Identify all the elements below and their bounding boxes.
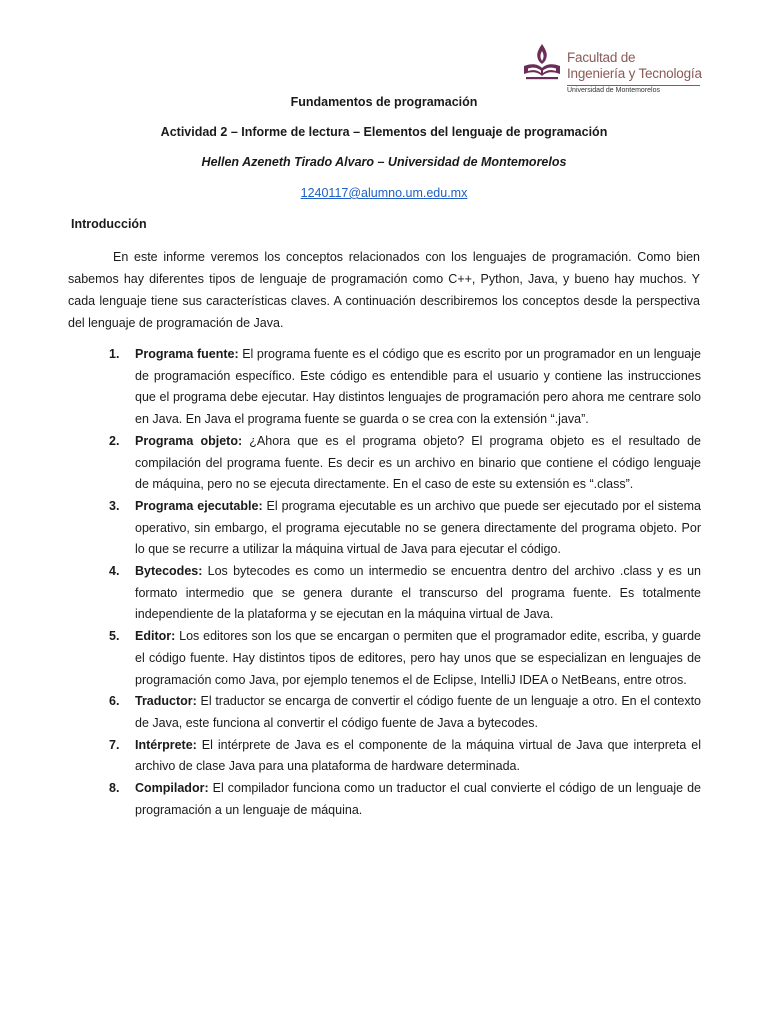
logo-divider	[567, 85, 700, 86]
list-item-text: Los bytecodes es como un intermedio se encuentra dentro del archivo .class y es un formato intermedio que se genera durante el transcurso del programa fuente. Es totalmente independiente de la plataforma y se ejecutan en la máquina virtual de Java.	[135, 564, 701, 622]
faculty-logo	[518, 40, 718, 100]
list-item-term: Traductor:	[135, 694, 197, 709]
list-item-term: Compilador:	[135, 781, 209, 796]
list-item-number: 3.	[109, 498, 120, 513]
list-item-term: Programa fuente:	[135, 347, 239, 361]
list-item-text: El compilador funciona como un traductor el cual convierte el código de un lenguaje de programación a un lenguaje de máquina.	[135, 781, 701, 817]
list-item-number: 7.	[109, 737, 120, 752]
list-item	[109, 496, 701, 561]
list-item	[109, 735, 701, 778]
intro-paragraph: En este informe veremos los conceptos relacionados con los lenguajes de programación. Como bien sabemos hay diferentes tipos de lenguaje de programación como C++, Python, Java, y bueno hay muchos. Y cada lenguaje tiene sus características claves. A continuación describiremos los conceptos desde la perspectiva del lenguaje de programación de Java.	[68, 250, 700, 330]
logo-line-faculty: Facultad de	[567, 50, 636, 65]
university-logo-icon	[520, 42, 564, 82]
activity-title: Actividad 2 – Informe de lectura – Elementos del lenguaje de programación	[160, 125, 608, 139]
list-item-term: Intérprete:	[135, 737, 197, 752]
intro-heading: Introducción	[71, 217, 147, 231]
list-item-text: El intérprete de Java es el componente de la máquina virtual de Java que interpreta el archivo de clase Java para una plataforma de hardware determinada.	[135, 737, 701, 774]
list-item-term: Bytecodes:	[135, 564, 203, 579]
list-item-number: 2.	[109, 433, 120, 448]
logo-line-university: Universidad de Montemorelos	[567, 87, 660, 94]
list-item	[109, 691, 701, 734]
list-item	[109, 431, 701, 496]
author-line: Hellen Azeneth Tirado Alvaro – Universidad de Montemorelos	[201, 155, 567, 169]
list-item-number: 5.	[109, 629, 120, 644]
list-item-number: 4.	[109, 564, 120, 579]
logo-line-department: Ingeniería y Tecnología	[567, 66, 702, 81]
list-item-term: Editor:	[135, 629, 176, 644]
list-item-text: El programa fuente es el código que es escrito por un programador en un lenguaje de programación específico. Este código es entendible para el usuario y contiene las instrucciones que el programa debe ejecutar. Hay distintos lenguajes de programación pero ahora me centrare solo en Java. En Java el programa fuente se guarda o se crea con la extensión “.java”.	[135, 347, 701, 427]
concepts-list	[109, 344, 701, 821]
course-title: Fundamentos de programación	[290, 95, 478, 109]
list-item-number: 8.	[109, 781, 120, 796]
list-item	[109, 626, 701, 691]
list-item-term: Programa ejecutable:	[135, 498, 263, 513]
list-item	[109, 561, 701, 626]
list-item	[109, 344, 701, 431]
list-item-text: ¿Ahora que es el programa objeto? El programa objeto es el resultado de compilación del programa fuente. Es decir es un archivo en binario que contiene el código lenguaje de máquina, pero no se ejecuta directamente. En el caso de este su extensión es “.class”.	[135, 433, 701, 492]
list-item	[109, 778, 701, 821]
list-item-number: 6.	[109, 694, 120, 709]
list-item-text: Los editores son los que se encargan o permiten que el programador edite, escriba, y guarde el código fuente. Hay distintos tipos de editores, pero hay unos que se especializan en lenguajes de programación como Java, por ejemplo tenemos el de Eclipse, IntelliJ IDEA o NetBeans, entre otros.	[135, 629, 701, 687]
email-link[interactable]: 1240117@alumno.um.edu.mx	[300, 186, 468, 200]
list-item-text: El traductor se encarga de convertir el código fuente de un lenguaje a otro. En el contexto de Java, este funciona al convertir el código fuente de Java a bytecodes.	[135, 694, 701, 730]
list-item-term: Programa objeto:	[135, 433, 243, 448]
list-item-number: 1.	[109, 347, 120, 361]
list-item-text: El programa ejecutable es un archivo que puede ser ejecutado por el sistema operativo, sin embargo, el programa ejecutable no se genera directamente del programa objeto. Por lo que se recurre a utilizar la máquina virtual de Java para ejecutar el código.	[135, 498, 701, 557]
